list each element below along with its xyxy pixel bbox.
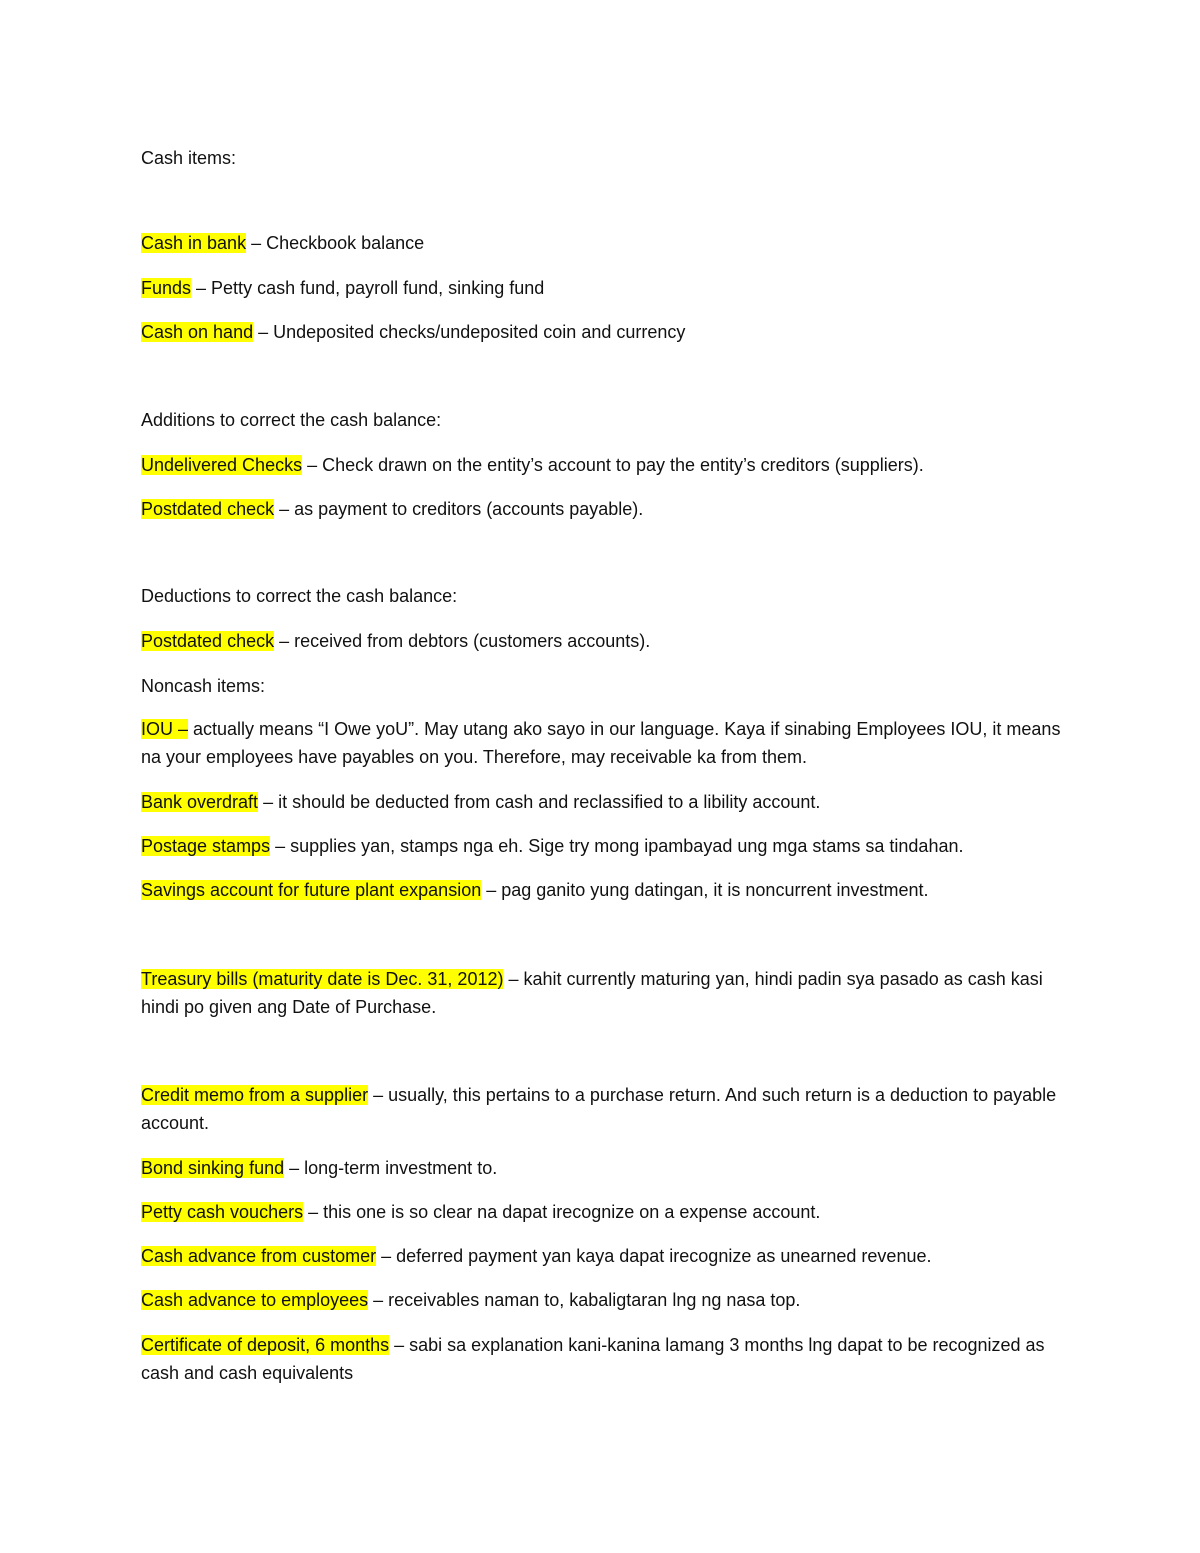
highlighted-term: Petty cash vouchers: [141, 1202, 304, 1222]
definition-text: – as payment to creditors (accounts payable).: [274, 499, 644, 519]
paragraph-funds: [141, 274, 1061, 302]
definition-text: – deferred payment yan kaya dapat irecognize as unearned revenue.: [376, 1246, 932, 1266]
heading-cash-items: [141, 144, 1061, 172]
heading-text: Additions to correct the cash balance:: [141, 410, 442, 430]
highlighted-term: Postdated check: [141, 499, 275, 519]
heading-text: Cash items:: [141, 148, 237, 168]
highlighted-term: IOU –: [141, 719, 189, 739]
highlighted-term: Bank overdraft: [141, 792, 259, 812]
paragraph-cash-in-bank: [141, 229, 1061, 257]
paragraph-postdated-check-payment: [141, 495, 1061, 523]
heading-deductions: [141, 582, 1061, 610]
paragraph-credit-memo: [141, 1081, 1061, 1137]
highlighted-term: Postage stamps: [141, 836, 271, 856]
paragraph-postage-stamps: [141, 832, 1061, 860]
heading-text: Deductions to correct the cash balance:: [141, 586, 458, 606]
definition-text: – Undeposited checks/undeposited coin and currency: [253, 322, 686, 342]
paragraph-postdated-check-received: [141, 627, 1061, 655]
highlighted-term: Funds: [141, 278, 192, 298]
paragraph-cash-on-hand: [141, 318, 1061, 346]
paragraph-bond-sinking-fund: [141, 1154, 1061, 1182]
definition-text: – it should be deducted from cash and reclassified to a libility account.: [258, 792, 821, 812]
heading-text: Noncash items:: [141, 676, 266, 696]
highlighted-term: Cash advance from customer: [141, 1246, 377, 1266]
highlighted-term: Savings account for future plant expansion: [141, 880, 482, 900]
definition-text: – kahit currently maturing yan, hindi padin sya pasado as cash kasi hindi po given ang Date of Purchase.: [141, 969, 1043, 1017]
definition-text: – usually, this pertains to a purchase return. And such return is a deduction to payable account.: [141, 1085, 1057, 1133]
definition-text: – long-term investment to.: [284, 1158, 498, 1178]
highlighted-term: Postdated check: [141, 631, 275, 651]
heading-additions: [141, 406, 1061, 434]
paragraph-bank-overdraft: [141, 788, 1061, 816]
highlighted-term: Cash on hand: [141, 322, 254, 342]
definition-text: – Checkbook balance: [246, 233, 425, 253]
definition-text: – supplies yan, stamps nga eh. Sige try mong ipambayad ung mga stams sa tindahan.: [270, 836, 964, 856]
paragraph-petty-cash-vouchers: [141, 1198, 1061, 1226]
paragraph-treasury-bills: [141, 965, 1061, 1021]
definition-text: – receivables naman to, kabaligtaran lng ng nasa top.: [368, 1290, 801, 1310]
definition-text: – this one is so clear na dapat irecognize on a expense account.: [303, 1202, 821, 1222]
paragraph-savings-account: [141, 876, 1061, 904]
definition-text: actually means “I Owe yoU”. May utang ako sayo in our language. Kaya if sinabing Employees IOU, it means na your employees have payables on you. Therefore, may receivable ka from them.: [141, 719, 1061, 767]
paragraph-iou: [141, 715, 1061, 771]
highlighted-term: Cash in bank: [141, 233, 247, 253]
highlighted-term: Bond sinking fund: [141, 1158, 285, 1178]
highlighted-term: Treasury bills (maturity date is Dec. 31, 2012): [141, 969, 504, 989]
definition-text: – Check drawn on the entity’s account to pay the entity’s creditors (suppliers).: [302, 455, 924, 475]
paragraph-certificate-of-deposit: [141, 1331, 1061, 1387]
highlighted-term: Undelivered Checks: [141, 455, 303, 475]
definition-text: – Petty cash fund, payroll fund, sinking fund: [191, 278, 545, 298]
highlighted-term: Credit memo from a supplier: [141, 1085, 369, 1105]
highlighted-term: Cash advance to employees: [141, 1290, 369, 1310]
heading-noncash-items: [141, 672, 1061, 700]
paragraph-cash-advance-to-employees: [141, 1286, 1061, 1314]
definition-text: – received from debtors (customers accounts).: [274, 631, 651, 651]
definition-text: – sabi sa explanation kani-kanina lamang 3 months lng dapat to be recognized as cash and cash equivalents: [141, 1335, 1045, 1383]
paragraph-undelivered-checks: [141, 451, 1061, 479]
paragraph-cash-advance-from-customer: [141, 1242, 1061, 1270]
definition-text: – pag ganito yung datingan, it is noncurrent investment.: [481, 880, 929, 900]
highlighted-term: Certificate of deposit, 6 months: [141, 1335, 390, 1355]
